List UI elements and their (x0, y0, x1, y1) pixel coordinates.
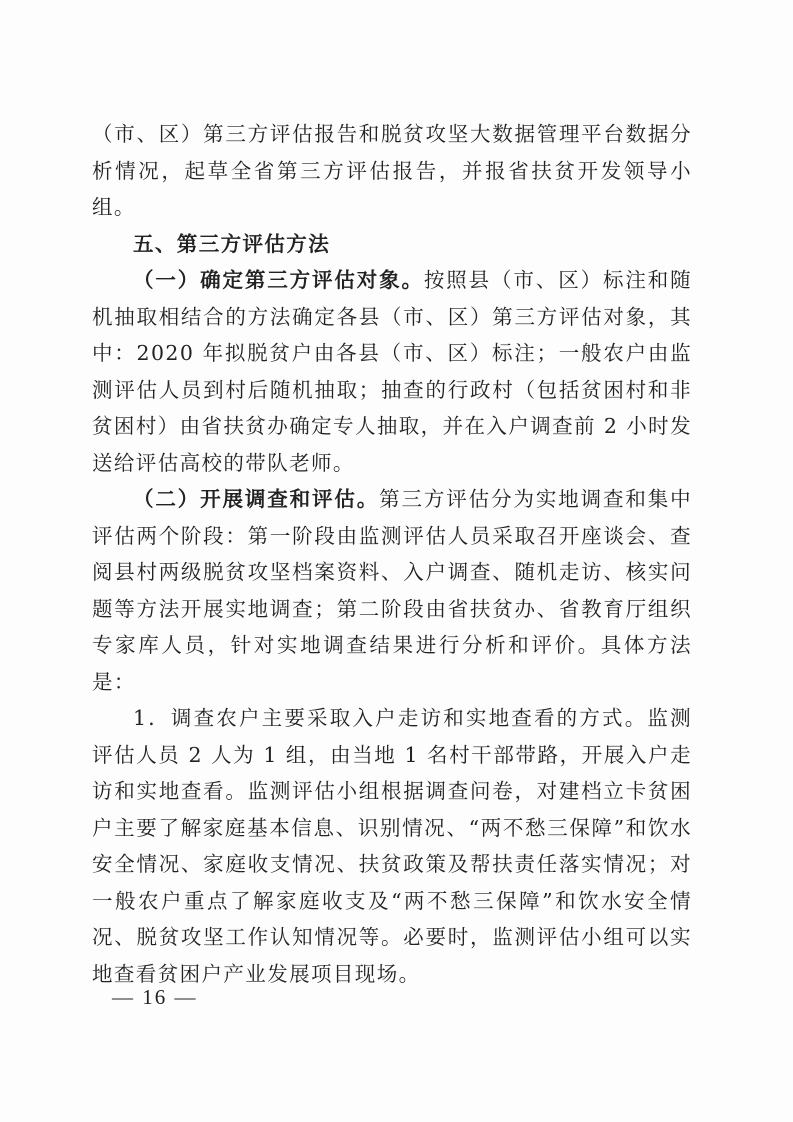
paragraph-item-2 (92, 481, 692, 700)
item-1-text: 按照县（市、区）标注和随机抽取相结合的方法确定各县（市、区）第三方评估对象，其中：2020 年拟脱贫户由各县（市、区）标注；一般农户由监测评估人员到村后随机抽取；抽查的行政村（包括贫困村和非贫困村）由省扶贫办确定专人抽取，并在入户调查前 2 小时发送给评估高校的带队老师。 (92, 268, 692, 475)
item-2-text: 第三方评估分为实地调查和集中评估两个阶段：第一阶段由监测评估人员采取召开座谈会、查阅县村两级脱贫攻坚档案资料、入户调查、随机走访、核实问题等方法开展实地调查；第二阶段由省扶贫办、省教育厅组织专家库人员，针对实地调查结果进行分析和评价。具体方法是： (92, 487, 692, 694)
paragraph-item-1 (92, 262, 692, 481)
paragraph-point-1: 1．调查农户主要采取入户走访和实地查看的方式。监测评估人员 2 人为 1 组，由当地 1 名村干部带路，开展入户走访和实地查看。监测评估小组根据调查问卷，对建档立卡贫困户主要了解家庭基本信息、识别情况、“两不愁三保障”和饮水安全情况、家庭收支情况、扶贫政策及帮扶责任落实情况；对一般农户重点了解家庭收支及“两不愁三保障”和饮水安全情况、脱贫攻坚工作认知情况等。必要时，监测评估小组可以实地查看贫困户产业发展项目现场。 (92, 706, 692, 986)
continuation-paragraph: （市、区）第三方评估报告和脱贫攻坚大数据管理平台数据分析情况，起草全省第三方评估报告，并报省扶贫开发领导小组。 (92, 122, 692, 219)
item-1-lead: （一）确定第三方评估对象。 (133, 268, 424, 292)
section-heading: 五、第三方评估方法 (133, 231, 331, 256)
page-number: — 16 — (112, 985, 198, 1009)
document-body (92, 116, 692, 992)
item-2-lead: （二）开展调查和评估。 (133, 487, 380, 511)
